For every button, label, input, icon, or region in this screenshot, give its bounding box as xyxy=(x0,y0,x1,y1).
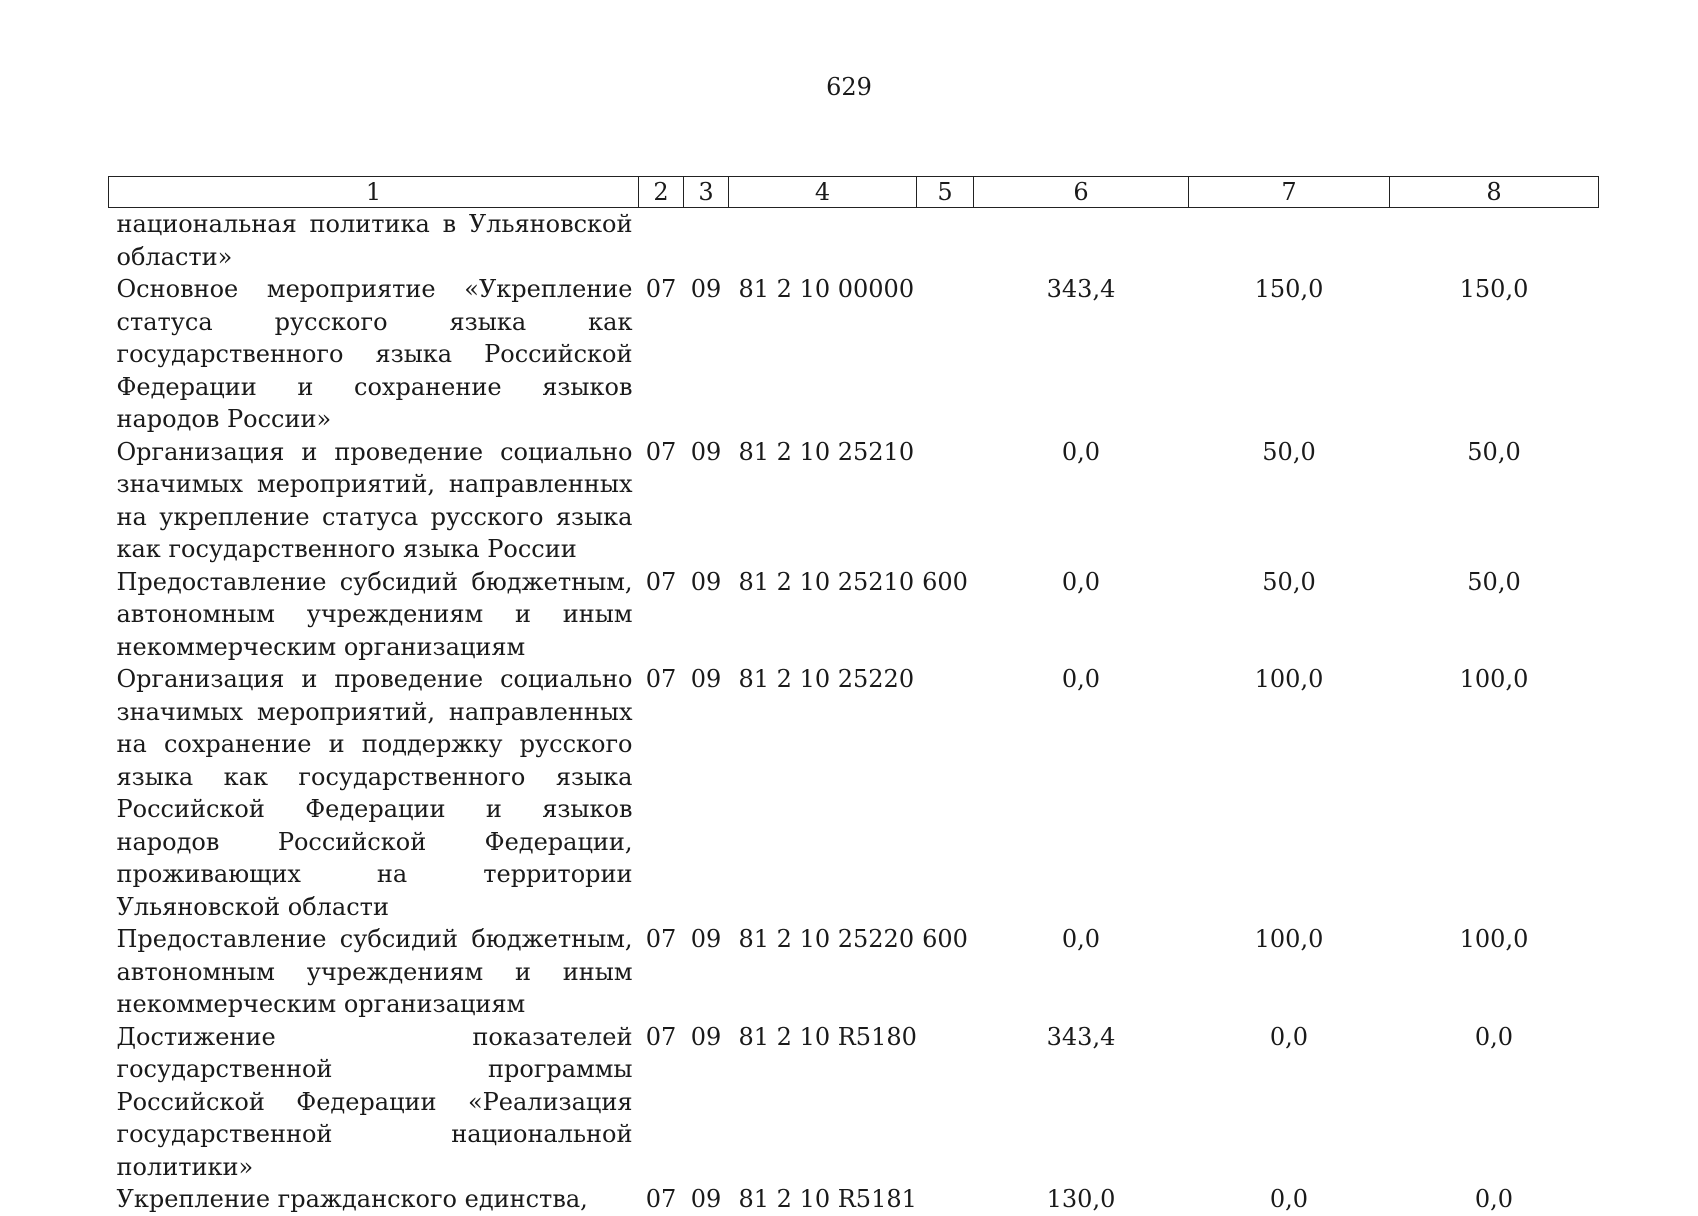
row-expense-type xyxy=(917,273,974,436)
row-amount-col8: 0,0 xyxy=(1474,1022,1514,1051)
table-row xyxy=(109,1021,1599,1184)
row-amount-col6: 343,4 xyxy=(1046,1022,1116,1051)
row-target-article xyxy=(729,208,917,274)
header-col-2: 2 xyxy=(639,177,684,208)
header-col-5: 5 xyxy=(917,177,974,208)
table-row xyxy=(109,1183,1599,1216)
row-name: Основное мероприятие «Укрепление статуса русского языка как государственного языка Российской Федерации и сохранение языков народов России» xyxy=(116,275,633,433)
row-amount-col8: 50,0 xyxy=(1467,437,1521,466)
budget-table xyxy=(108,176,1599,1216)
row-section: 07 xyxy=(645,1185,677,1213)
row-amount-col7: 50,0 xyxy=(1262,437,1316,466)
table-row xyxy=(109,663,1599,923)
row-subsection: 09 xyxy=(690,1185,722,1213)
row-amount-col6: 0,0 xyxy=(1061,567,1101,596)
row-target-article: 81 2 10 R5181 xyxy=(738,1185,917,1213)
row-amount-col7 xyxy=(1189,208,1390,274)
row-amount-col6: 0,0 xyxy=(1061,665,1101,693)
row-expense-type xyxy=(917,436,974,566)
row-amount-col7: 100,0 xyxy=(1254,665,1324,693)
table-row xyxy=(109,923,1599,1021)
row-amount-col8: 0,0 xyxy=(1474,1185,1514,1213)
table-body xyxy=(109,208,1599,1216)
row-name: Организация и проведение социально значимых мероприятий, направленных на укрепление статуса русского языка как государственного языка России xyxy=(116,437,633,563)
row-target-article: 81 2 10 R5180 xyxy=(738,1022,917,1051)
row-section: 07 xyxy=(645,665,677,693)
row-subsection: 09 xyxy=(690,437,722,466)
row-name: Укрепление гражданского единства, xyxy=(116,1185,588,1213)
table-row xyxy=(109,208,1599,274)
header-col-4: 4 xyxy=(729,177,917,208)
row-name: национальная политика в Ульяновской области» xyxy=(116,210,633,271)
row-amount-col8: 150,0 xyxy=(1459,275,1529,303)
row-amount-col8: 100,0 xyxy=(1459,925,1529,953)
header-col-3: 3 xyxy=(684,177,729,208)
row-amount-col7: 50,0 xyxy=(1262,567,1316,596)
header-row xyxy=(109,177,1599,208)
row-subsection: 09 xyxy=(690,665,722,693)
row-section: 07 xyxy=(645,1022,677,1051)
header-col-8: 8 xyxy=(1390,177,1599,208)
row-subsection xyxy=(684,208,729,274)
row-subsection: 09 xyxy=(690,925,722,953)
row-target-article: 81 2 10 25220 xyxy=(738,925,915,953)
row-amount-col7: 150,0 xyxy=(1254,275,1324,303)
table-header xyxy=(109,177,1599,208)
table-row xyxy=(109,273,1599,436)
row-expense-type xyxy=(917,663,974,923)
row-amount-col8: 50,0 xyxy=(1467,567,1521,596)
row-amount-col6: 130,0 xyxy=(1046,1185,1116,1213)
row-amount-col7: 100,0 xyxy=(1254,925,1324,953)
row-name: Достижение показателей государственной программы Российской Федерации «Реализация государственной национальной политики» xyxy=(116,1022,633,1181)
row-target-article: 81 2 10 25210 xyxy=(738,567,915,596)
table-row xyxy=(109,566,1599,664)
row-amount-col7: 0,0 xyxy=(1269,1185,1309,1213)
row-section xyxy=(639,208,684,274)
row-amount-col7: 0,0 xyxy=(1269,1022,1309,1051)
row-expense-type: 600 xyxy=(922,925,968,953)
row-amount-col8: 100,0 xyxy=(1459,665,1529,693)
table-row xyxy=(109,436,1599,566)
row-amount-col8 xyxy=(1390,208,1599,274)
row-subsection: 09 xyxy=(690,275,722,303)
row-section: 07 xyxy=(645,275,677,303)
row-section: 07 xyxy=(645,925,677,953)
row-target-article: 81 2 10 00000 xyxy=(738,275,915,303)
row-name: Предоставление субсидий бюджетным, автономным учреждениям и иным некоммерческим организациям xyxy=(116,925,633,1018)
row-target-article: 81 2 10 25220 xyxy=(738,665,915,693)
header-col-7: 7 xyxy=(1189,177,1390,208)
page-number: 629 xyxy=(826,73,872,101)
row-amount-col6: 343,4 xyxy=(1046,275,1116,303)
row-section: 07 xyxy=(645,437,677,466)
row-target-article: 81 2 10 25210 xyxy=(738,437,915,466)
row-expense-type xyxy=(917,1021,974,1184)
row-name: Предоставление субсидий бюджетным, автономным учреждениям и иным некоммерческим организациям xyxy=(116,567,633,661)
row-subsection: 09 xyxy=(690,1022,722,1051)
row-subsection: 09 xyxy=(690,567,722,596)
row-amount-col6: 0,0 xyxy=(1061,437,1101,466)
row-section: 07 xyxy=(645,567,677,596)
row-expense-type xyxy=(917,208,974,274)
header-col-6: 6 xyxy=(974,177,1189,208)
row-amount-col6: 0,0 xyxy=(1061,925,1101,953)
row-name: Организация и проведение социально значимых мероприятий, направленных на сохранение и поддержку русского языка как государственного языка Российской Федерации и языков народов Российской Федерации, проживающих на территории Ульяновской области xyxy=(116,665,633,921)
row-expense-type xyxy=(917,1183,974,1216)
header-col-1: 1 xyxy=(109,177,639,208)
row-expense-type: 600 xyxy=(922,567,968,596)
row-amount-col6 xyxy=(974,208,1189,274)
